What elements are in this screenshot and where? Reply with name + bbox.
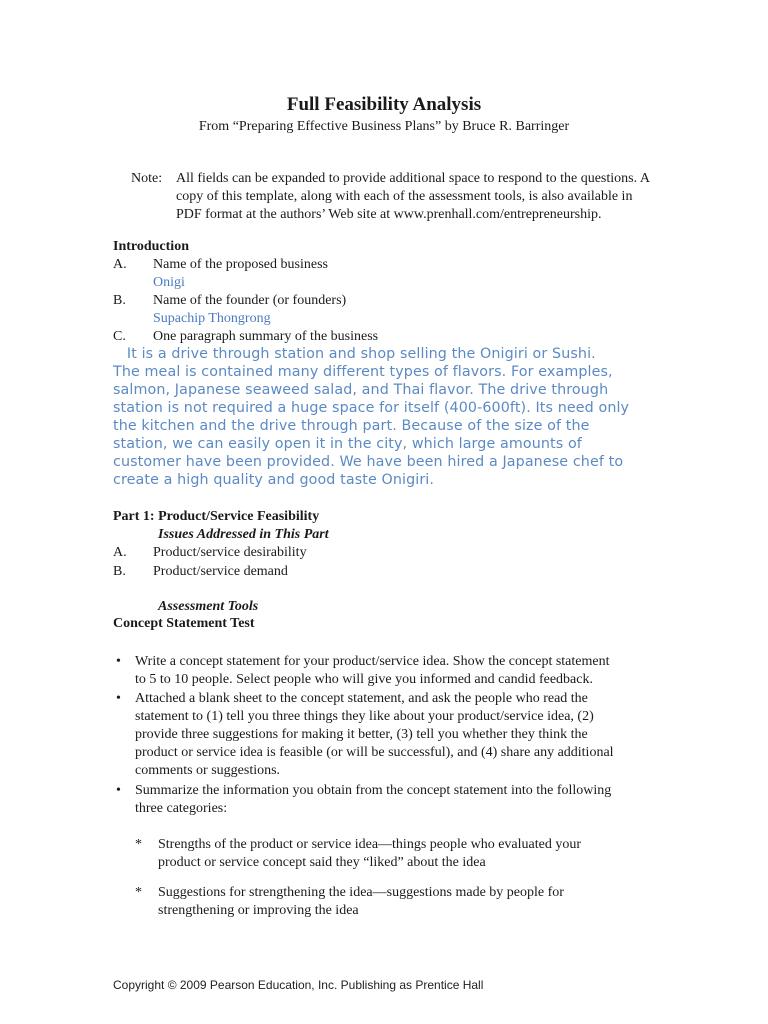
list-item-line: Summarize the information you obtain from the concept statement into the following <box>135 783 612 798</box>
list-item-line: provide three suggestions for making it better, (3) tell you whether they think the <box>135 727 588 742</box>
sub-list-item-line: strengthening or improving the idea <box>158 903 359 918</box>
business-name-answer[interactable]: Onigi <box>153 275 185 290</box>
sub-list-item-line: Strengths of the product or service idea—things people who evaluated your <box>158 837 581 852</box>
note-line: All fields can be expanded to provide additional space to respond to the questions. A <box>176 171 650 186</box>
introduction-heading: Introduction <box>113 239 189 254</box>
list-item-line: product or service idea is feasible (or will be successful), and (4) share any additional <box>135 745 614 760</box>
item-label: Product/service demand <box>153 564 288 579</box>
bullet-icon: • <box>116 654 121 669</box>
tools-heading: Assessment Tools <box>158 599 259 614</box>
summary-line: It is a drive through station and shop selling the Onigiri or Sushi. <box>113 346 596 362</box>
summary-line: the kitchen and the drive through part. Because of the size of the <box>113 418 590 434</box>
summary-line: station, we can easily open it in the city, which large amounts of <box>113 436 582 452</box>
business-summary-answer[interactable] <box>113 345 673 489</box>
bullet-icon: • <box>116 691 121 706</box>
list-item <box>135 690 614 780</box>
list-item <box>135 653 609 689</box>
document-subtitle: From “Preparing Effective Business Plans” by Bruce R. Barringer <box>198 119 570 134</box>
list-item <box>135 782 611 818</box>
sub-list-item-line: product or service concept said they “liked” about the idea <box>158 855 486 870</box>
item-letter: B. <box>113 293 126 308</box>
copyright-footer: Copyright © 2009 Pearson Education, Inc. Publishing as Prentice Hall <box>113 978 484 992</box>
item-label: Name of the founder (or founders) <box>153 293 347 308</box>
item-letter: A. <box>113 257 127 272</box>
part1-heading: Part 1: Product/Service Feasibility <box>113 509 320 524</box>
summary-line: create a high quality and good taste Onigiri. <box>113 472 435 488</box>
list-item-line: three categories: <box>135 801 228 816</box>
list-item-line: statement to (1) tell you three things they like about your product/service idea, (2) <box>135 709 594 724</box>
note-text <box>176 170 656 224</box>
note-line: copy of this template, along with each of the assessment tools, is also available in <box>176 189 633 204</box>
note-line: PDF format at the authors’ Web site at www.prenhall.com/entrepreneurship. <box>176 207 602 222</box>
sub-list-item <box>158 836 581 872</box>
list-item-line: comments or suggestions. <box>135 763 281 778</box>
item-label: Product/service desirability <box>153 545 307 560</box>
sub-list-item <box>158 884 564 920</box>
founder-name-answer[interactable]: Supachip Thongrong <box>153 311 271 326</box>
asterisk-icon: * <box>135 837 142 852</box>
test-heading: Concept Statement Test <box>113 616 255 631</box>
summary-line: station is not required a huge space for itself (400-600ft). Its need only <box>113 400 630 416</box>
issues-heading: Issues Addressed in This Part <box>158 527 329 542</box>
item-label: Name of the proposed business <box>153 257 328 272</box>
item-letter: B. <box>113 564 126 579</box>
bullet-icon: • <box>116 783 121 798</box>
sub-list-item-line: Suggestions for strengthening the idea—suggestions made by people for <box>158 885 564 900</box>
summary-line: customer have been provided. We have been hired a Japanese chef to <box>113 454 624 470</box>
list-item-line: Attached a blank sheet to the concept statement, and ask the people who read the <box>135 691 588 706</box>
list-item-line: Write a concept statement for your product/service idea. Show the concept statement <box>135 654 610 669</box>
item-letter: A. <box>113 545 127 560</box>
summary-line: The meal is contained many different types of flavors. For examples, <box>113 364 613 380</box>
list-item-line: to 5 to 10 people. Select people who will give you informed and candid feedback. <box>135 672 593 687</box>
document-title: Full Feasibility Analysis <box>286 94 482 115</box>
item-label: One paragraph summary of the business <box>153 329 379 344</box>
item-letter: C. <box>113 329 126 344</box>
asterisk-icon: * <box>135 885 142 900</box>
summary-line: salmon, Japanese seaweed salad, and Thai flavor. The drive through <box>113 382 609 398</box>
note-label: Note: <box>131 171 163 186</box>
